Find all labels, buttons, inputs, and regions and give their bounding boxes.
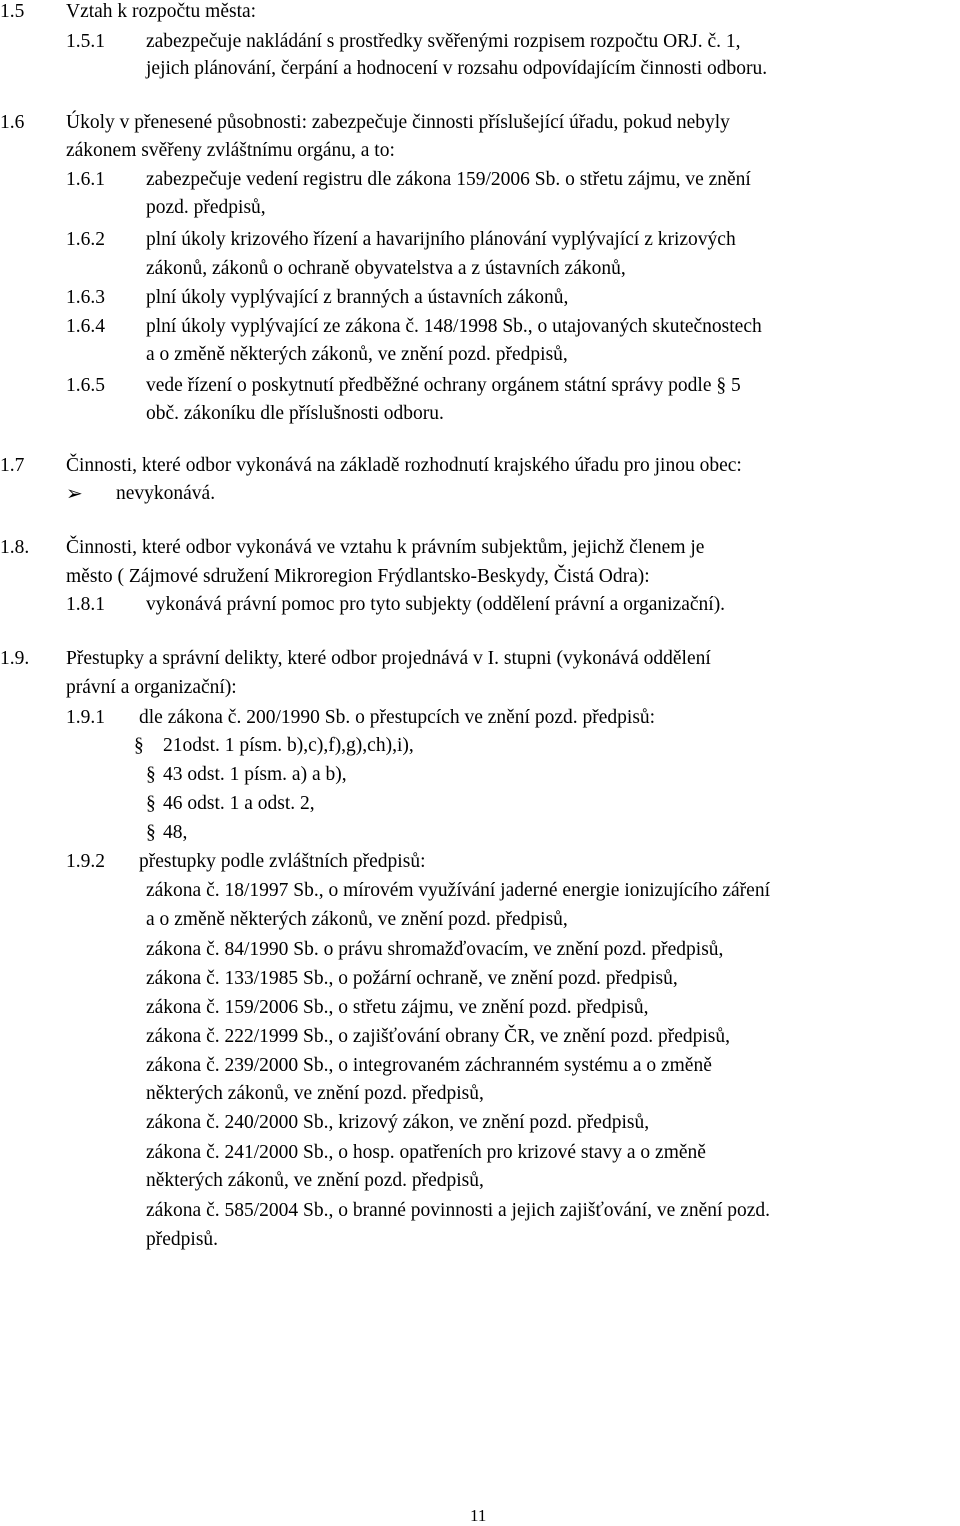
section-number-1-9: 1.9. xyxy=(0,648,30,669)
item-text-1-9-2: přestupky podle zvláštních předpisů: xyxy=(139,851,426,872)
section-text-1-9-line1: Přestupky a správní delikty, které odbor projednává v I. stupni (vykonává oddělení xyxy=(66,648,711,669)
law-line: zákona č. 222/1999 Sb., o zajišťování obrany ČR, ve znění pozd. předpisů, xyxy=(146,1026,731,1047)
paragraph-sign: § xyxy=(146,822,156,843)
section-title-1-5: Vztah k rozpočtu města: xyxy=(66,1,257,22)
item-number-1-5-1: 1.5.1 xyxy=(66,31,105,52)
item-text-1-6-5-line2: obč. zákoníku dle příslušnosti odboru. xyxy=(146,403,444,424)
law-line: zákona č. 585/2004 Sb., o branné povinnosti a jejich zajišťování, ve znění pozd. xyxy=(146,1200,771,1221)
provision-1-9-1: 48, xyxy=(163,822,188,843)
law-line: zákona č. 239/2000 Sb., o integrovaném záchranném systému a o změně xyxy=(146,1055,712,1076)
item-text-1-8-1: vykonává právní pomoc pro tyto subjekty (oddělení právní a organizační). xyxy=(146,594,726,615)
item-text-1-6-1-line1: zabezpečuje vedení registru dle zákona 159/2006 Sb. o střetu zájmu, ve znění xyxy=(146,169,751,190)
arrow-bullet-icon: ➢ xyxy=(66,483,83,505)
item-number-1-6-3: 1.6.3 xyxy=(66,287,105,308)
law-line: zákona č. 241/2000 Sb., o hosp. opatřeních pro krizové stavy a o změně xyxy=(146,1142,706,1163)
section-text-1-7: Činnosti, které odbor vykonává na základě rozhodnutí krajského úřadu pro jinou obec: xyxy=(66,455,742,476)
item-number-1-6-5: 1.6.5 xyxy=(66,375,105,396)
provision-1-9-1: 46 odst. 1 a odst. 2, xyxy=(163,793,315,814)
section-text-1-8-line2: město ( Zájmové sdružení Mikroregion Frýdlantsko-Beskydy, Čistá Odra): xyxy=(66,566,650,587)
section-text-1-8-line1: Činnosti, které odbor vykonává ve vztahu k právním subjektům, jejichž členem je xyxy=(66,537,705,558)
item-number-1-9-2: 1.9.2 xyxy=(66,851,105,872)
item-text-1-5-1-line1: zabezpečuje nakládání s prostředky svěřenými rozpisem rozpočtu ORJ. č. 1, xyxy=(146,31,741,52)
item-number-1-6-2: 1.6.2 xyxy=(66,229,105,250)
item-number-1-6-4: 1.6.4 xyxy=(66,316,105,337)
law-line: zákona č. 133/1985 Sb., o požární ochraně, ve znění pozd. předpisů, xyxy=(146,968,678,989)
section-number-1-6: 1.6 xyxy=(0,112,25,133)
section-number-1-7: 1.7 xyxy=(0,455,25,476)
law-line: některých zákonů, ve znění pozd. předpisů, xyxy=(146,1170,484,1191)
law-line: zákona č. 159/2006 Sb., o střetu zájmu, ve znění pozd. předpisů, xyxy=(146,997,649,1018)
paragraph-sign: § xyxy=(146,793,156,814)
item-text-1-6-1-line2: pozd. předpisů, xyxy=(146,197,266,218)
item-number-1-8-1: 1.8.1 xyxy=(66,594,105,615)
provision-1-9-1: 21odst. 1 písm. b),c),f),g),ch),i), xyxy=(163,735,414,756)
provision-1-9-1: 43 odst. 1 písm. a) a b), xyxy=(163,764,347,785)
item-text-1-9-1: dle zákona č. 200/1990 Sb. o přestupcích ve znění pozd. předpisů: xyxy=(139,707,656,728)
bullet-text-1-7: nevykonává. xyxy=(116,483,216,504)
law-line: některých zákonů, ve znění pozd. předpisů, xyxy=(146,1083,484,1104)
item-text-1-6-3: plní úkoly vyplývající z branných a ústavních zákonů, xyxy=(146,287,569,308)
item-text-1-6-2-line2: zákonů, zákonů o ochraně obyvatelstva a z ústavních zákonů, xyxy=(146,258,626,279)
item-number-1-9-1: 1.9.1 xyxy=(66,707,105,728)
item-text-1-6-4-line2: a o změně některých zákonů, ve znění pozd. předpisů, xyxy=(146,344,568,365)
item-text-1-6-4-line1: plní úkoly vyplývající ze zákona č. 148/1998 Sb., o utajovaných skutečnostech xyxy=(146,316,762,337)
law-line: předpisů. xyxy=(146,1229,219,1250)
law-line: zákona č. 240/2000 Sb., krizový zákon, ve znění pozd. předpisů, xyxy=(146,1112,650,1133)
law-line: a o změně některých zákonů, ve znění pozd. předpisů, xyxy=(146,909,568,930)
section-number-1-8: 1.8. xyxy=(0,537,30,558)
item-text-1-5-1-line2: jejich plánování, čerpání a hodnocení v rozsahu odpovídajícím činnosti odboru. xyxy=(146,58,768,79)
paragraph-sign: § xyxy=(134,735,144,756)
section-number-1-5: 1.5 xyxy=(0,1,25,22)
section-text-1-6-line2: zákonem svěřeny zvláštnímu orgánu, a to: xyxy=(66,140,395,161)
section-text-1-6-line1: Úkoly v přenesené působnosti: zabezpečuje činnosti příslušející úřadu, pokud nebyly xyxy=(66,112,730,133)
law-line: zákona č. 18/1997 Sb., o mírovém využívání jaderné energie ionizujícího záření xyxy=(146,880,770,901)
item-text-1-6-2-line1: plní úkoly krizového řízení a havarijního plánování vyplývající z krizových xyxy=(146,229,736,250)
page-number: 11 xyxy=(470,1506,487,1525)
paragraph-sign: § xyxy=(146,764,156,785)
item-number-1-6-1: 1.6.1 xyxy=(66,169,105,190)
section-text-1-9-line2: právní a organizační): xyxy=(66,677,237,698)
item-text-1-6-5-line1: vede řízení o poskytnutí předběžné ochrany orgánem státní správy podle § 5 xyxy=(146,375,741,396)
law-line: zákona č. 84/1990 Sb. o právu shromažďovacím, ve znění pozd. předpisů, xyxy=(146,939,724,960)
